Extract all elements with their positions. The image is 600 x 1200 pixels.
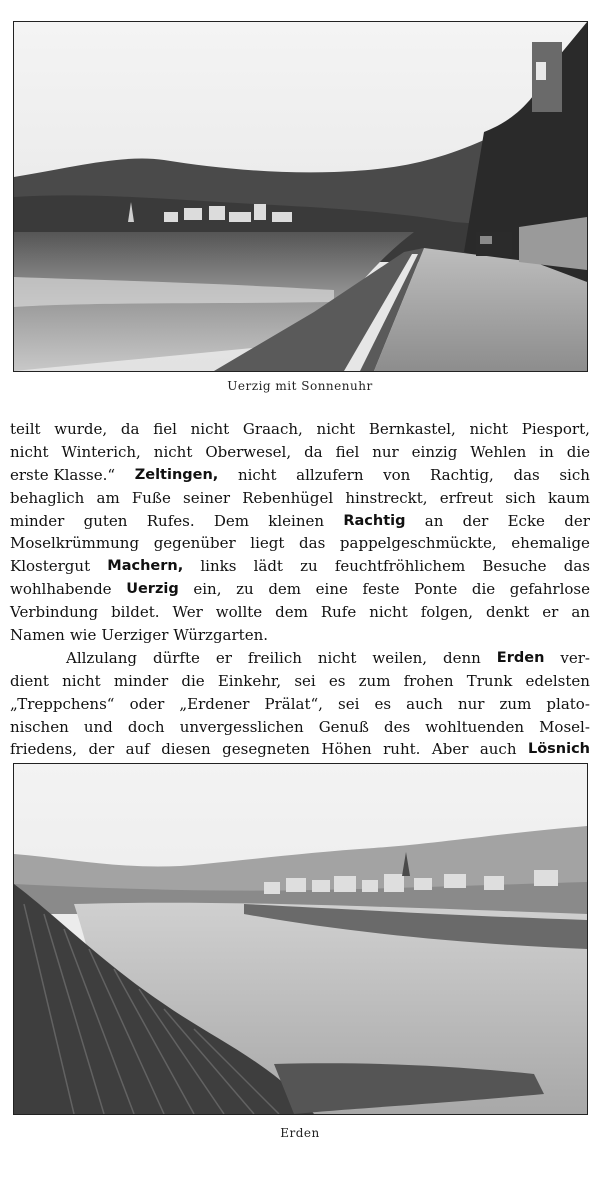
word: feuchtfröhlichem	[334, 557, 466, 576]
word: minder	[113, 671, 169, 690]
word: am	[96, 488, 120, 507]
word: Allzulang	[66, 648, 137, 667]
word: Fuße	[131, 488, 171, 507]
word: nur	[457, 694, 485, 713]
word: lädt	[253, 557, 283, 576]
word: doch	[127, 717, 165, 736]
word: der	[564, 511, 590, 530]
word: kaum	[547, 488, 590, 507]
text-line	[10, 487, 590, 510]
word: es	[328, 671, 346, 690]
word: Einkehr,	[217, 671, 282, 690]
word: Winterich,	[61, 442, 141, 461]
word: gesegneten	[222, 740, 310, 759]
word: dem	[275, 603, 308, 622]
place-name: Machern,	[107, 558, 184, 575]
word: kleinen	[268, 511, 325, 530]
text-line	[10, 441, 590, 464]
word: weilen,	[372, 648, 428, 667]
word: dient	[10, 671, 49, 690]
word: zum	[358, 671, 391, 690]
word: guten	[83, 511, 128, 530]
word: teilt	[10, 420, 41, 438]
place-name: Erden	[496, 649, 545, 666]
word: nicht	[369, 603, 408, 622]
text-line	[10, 670, 590, 693]
word: Prälat“,	[264, 694, 323, 713]
text-line	[10, 578, 590, 601]
word: dürfte	[152, 648, 200, 667]
word: nicht	[316, 420, 356, 438]
word: von	[383, 465, 411, 484]
word: da	[120, 420, 140, 438]
word: Oberwesel,	[205, 442, 292, 461]
word: folgen,	[420, 603, 474, 622]
word: auch	[406, 694, 443, 713]
word: gegenüber	[153, 534, 236, 553]
word: zum	[499, 694, 532, 713]
word: nicht	[190, 420, 230, 438]
word: einzig	[411, 442, 458, 461]
word: nischen	[10, 717, 69, 736]
word: „Erdener	[179, 694, 250, 713]
place-name: Zeltingen,	[134, 466, 219, 483]
word: erfreut	[439, 488, 494, 507]
word: Moselkrümmung	[10, 534, 140, 553]
word: sei	[294, 671, 316, 690]
word: Piesport,	[521, 420, 590, 438]
word: Graach,	[242, 420, 303, 438]
word: der	[462, 511, 489, 530]
word: an	[424, 511, 444, 530]
word: Ponte	[414, 580, 458, 599]
word: diesen	[161, 740, 211, 759]
word: und	[83, 717, 113, 736]
text-line	[10, 693, 590, 716]
word: das	[563, 557, 590, 576]
text-line	[10, 418, 590, 441]
paragraph-1	[10, 418, 590, 647]
word: behaglich	[10, 488, 85, 507]
text-line	[10, 464, 590, 487]
text-line	[10, 716, 590, 739]
text-line	[10, 532, 590, 555]
word: dem	[268, 580, 302, 599]
word: liegt	[250, 534, 285, 553]
word: Mosel-	[539, 717, 590, 736]
word: auf	[125, 740, 150, 759]
word: Aber	[431, 740, 469, 759]
word: gefahrlose	[509, 580, 590, 599]
word: plato-	[546, 694, 590, 713]
word: Rufes.	[146, 511, 195, 530]
word: zu	[236, 580, 254, 599]
body-text	[10, 418, 590, 761]
word: wohlhabende	[10, 580, 112, 599]
word: ehemalige	[511, 534, 590, 553]
word: Rufe	[320, 603, 357, 622]
word: Trunk	[466, 671, 513, 690]
word: Klostergut	[10, 557, 91, 576]
word: Bernkastel,	[368, 420, 456, 438]
photo-uerzig	[13, 21, 588, 372]
text-line	[10, 624, 590, 647]
word: wurde,	[54, 420, 108, 438]
word: wollte	[215, 603, 263, 622]
word: Genuß	[318, 717, 369, 736]
word: Würzgarten.	[173, 626, 268, 645]
word: wie	[69, 626, 97, 645]
word: sich	[505, 488, 536, 507]
text-line	[10, 510, 590, 533]
word: unvergesslichen	[179, 717, 304, 736]
word: er	[542, 603, 559, 622]
word: auch	[479, 740, 517, 759]
word: nicht	[62, 671, 101, 690]
word: die	[566, 442, 590, 461]
place-name: Rachtig	[343, 512, 406, 529]
paragraph-2	[10, 647, 590, 761]
text-line	[10, 601, 590, 624]
word: zu	[300, 557, 318, 576]
word: fiel	[153, 420, 177, 438]
word: minder	[10, 511, 65, 530]
word: hinstreckt,	[345, 488, 428, 507]
word: erste Klasse.“	[10, 465, 116, 484]
photo-uerzig-image	[14, 22, 587, 371]
word: denkt	[486, 603, 530, 622]
word: friedens,	[10, 740, 78, 759]
caption-uerzig: Uerzig mit Sonnenuhr	[227, 379, 373, 393]
text-line	[10, 738, 590, 761]
word: Ecke	[507, 511, 545, 530]
word: Wer	[172, 603, 203, 622]
photo-erden-image	[14, 764, 587, 1114]
caption-erden: Erden	[280, 1126, 320, 1140]
word: Rachtig,	[429, 465, 494, 484]
word: nicht	[10, 442, 49, 461]
word: Wehlen	[470, 442, 527, 461]
place-name: Uerzig	[126, 581, 179, 598]
word: fiel	[335, 442, 360, 461]
word: des	[384, 717, 411, 736]
word: Rebenhügel	[242, 488, 334, 507]
word: oder	[129, 694, 165, 713]
word: nicht	[469, 420, 509, 438]
word: seiner	[183, 488, 231, 507]
text-line	[10, 647, 590, 670]
photo-erden	[13, 763, 588, 1115]
word: nicht	[317, 648, 357, 667]
word: sich	[559, 465, 590, 484]
word: die	[181, 671, 205, 690]
word: die	[471, 580, 496, 599]
word: in	[539, 442, 554, 461]
word: wohltuenden	[425, 717, 524, 736]
word: der	[88, 740, 115, 759]
word: an	[571, 603, 590, 622]
word: das	[513, 465, 540, 484]
word: sei	[338, 694, 360, 713]
word: das	[299, 534, 326, 553]
word: freilich	[247, 648, 302, 667]
word: Besuche	[482, 557, 547, 576]
place-name: Lösnich	[527, 741, 590, 758]
word: er	[215, 648, 232, 667]
word: Namen	[10, 626, 65, 645]
word: denn	[443, 648, 481, 667]
word: „Treppchens“	[10, 694, 115, 713]
word: es	[374, 694, 392, 713]
word: eine	[315, 580, 348, 599]
word: bildet.	[111, 603, 160, 622]
word: ein,	[193, 580, 222, 599]
word: Dem	[213, 511, 250, 530]
word: frohen	[403, 671, 454, 690]
word: da	[304, 442, 323, 461]
word: edelsten	[525, 671, 590, 690]
word: Verbindung	[10, 603, 99, 622]
word: pappelgeschmückte,	[339, 534, 497, 553]
word: Höhen	[321, 740, 372, 759]
word: nicht	[237, 465, 277, 484]
word: nicht	[153, 442, 193, 461]
word: nur	[372, 442, 399, 461]
word: feste	[362, 580, 400, 599]
word: ver-	[560, 648, 590, 667]
text-line	[10, 555, 590, 578]
word: Uerziger	[101, 626, 169, 645]
word: links	[200, 557, 237, 576]
word: ruht.	[383, 740, 421, 759]
word: allzufern	[296, 465, 364, 484]
